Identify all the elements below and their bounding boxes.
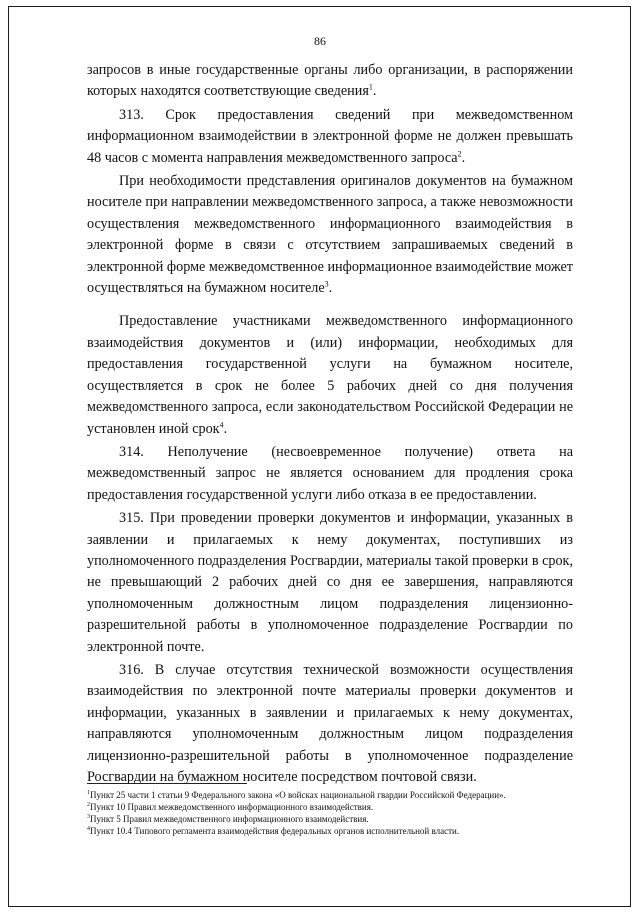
footnote-4: $^4$Пункт 10.4 Типового регламента взаимодействия федеральных органов исполнительной власти. — [87, 826, 460, 836]
footnote-separator — [87, 783, 247, 784]
footnote-2: $^2$Пункт 10 Правил межведомственного информационного взаимодействия. — [87, 802, 374, 812]
page-number: 86 — [314, 34, 326, 48]
footnote-ref: 2 — [457, 148, 462, 158]
footnotes — [87, 789, 573, 837]
footnote-ref: 1 — [368, 82, 373, 92]
paragraph-314: 314. Неполучение (несвоевременное получение) ответа на межведомственный запрос не является основанием для продления срока предоставления государственной услуги либо отказа в ее предоставлении. — [87, 443, 573, 503]
paragraph-315: 315. При проведении проверки документов и информации, указанных в заявлении и прилагаемых к нему документах, поступивших из уполномоченного подразделения Росгвардии, материалы такой проверки в срок, не превышающий 2 рабочих дней со дня ее завершения, направляются уполномоченным должностным лицом подразделения лицензионно-разрешительной работы в уполномоченное подразделение Росгвардии по электронной почте. — [87, 510, 573, 655]
footnote-3: $^3$Пункт 5 Правил межведомственного информационного взаимодействия. — [87, 814, 369, 824]
paragraph-continuation: запросов в иные государственные органы либо организации, в распоряжении которых находятся соответствующие сведения$^1$. — [87, 62, 573, 100]
paragraph-paper-carrier: При необходимости представления оригиналов документов на бумажном носителе при направлении межведомственного запроса, а также невозможности осуществления межведомственного информационного взаимодействия в электронной форме в связи с отсутствием запрашиваемых сведений в электронной форме межведомственное информационное взаимодействие может осуществляться на бумажном носителе$^3$. — [87, 173, 573, 297]
main-text — [87, 60, 573, 790]
paragraph-313: 313. Срок предоставления сведений при межведомственном информационном взаимодействии в электронной форме не должен превышать 48 часов с момента направления межведомственного запроса$^2$. — [87, 106, 573, 166]
paragraph-316: 316. В случае отсутствия технической возможности осуществления взаимодействия по электронной почте материалы проверки документов и информации, указанных в заявлении и прилагаемых к нему документах, направляются уполномоченным должностным лицом подразделения лицензионно-разрешительной работы в уполномоченное подразделение Росгвардии на бумажном носителе посредством почтовой связи. — [87, 661, 573, 785]
footnote-ref: 3 — [324, 279, 329, 289]
footnote-ref: 4 — [219, 419, 224, 429]
footnote-1: $^1$Пункт 25 части 1 статьи 9 Федерального закона «О войсках национальной гвардии Российской Федерации». — [87, 790, 506, 800]
paragraph-participants: Предоставление участниками межведомственного информационного взаимодействия документов и (или) информации, необходимых для предоставления государственной услуги на бумажном носителе, осуществляется в срок не более 5 рабочих дней со дня получения межведомственного запроса, если законодательством Российской Федерации не установлен иной срок$^4$. — [87, 313, 573, 437]
